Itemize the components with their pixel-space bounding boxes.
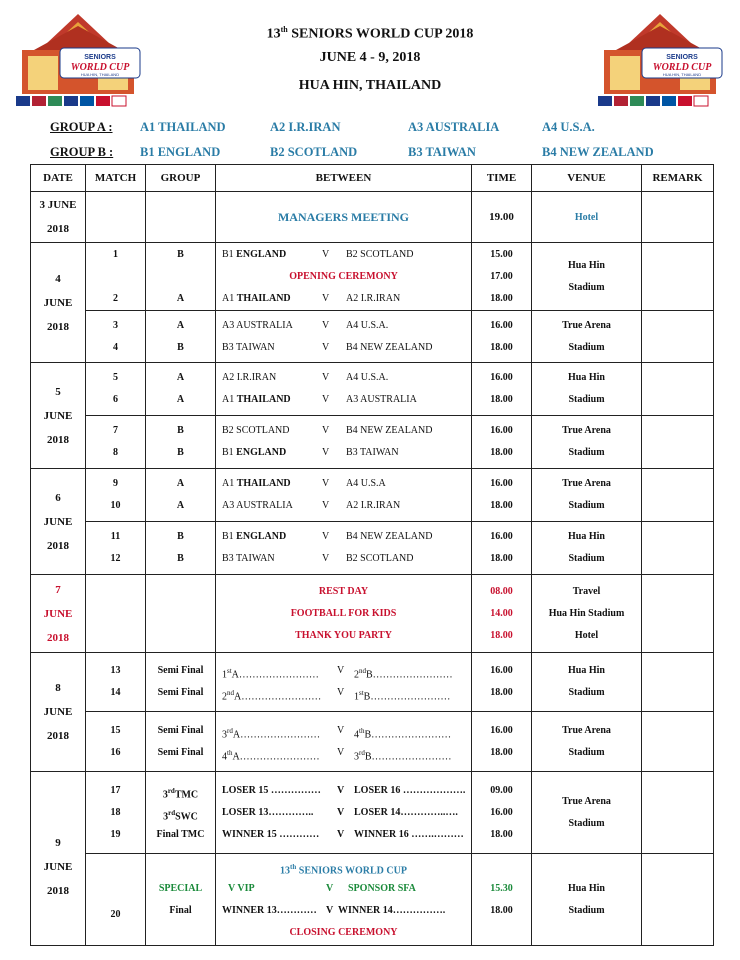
group-a-label: GROUP A : (50, 120, 113, 134)
venue-cell: True Arena Stadium (532, 416, 642, 469)
event-logo-right (596, 12, 724, 110)
col-header-match: MATCH (86, 165, 146, 192)
group-a-team: A4 U.S.A. (542, 120, 595, 134)
between-cell: 13th SENIORS WORLD CUP V VIP V SPONSOR SFA WINNER 13………… V WINNER 14……………. CLOSING CEREMONY (216, 854, 472, 946)
col-header-time: TIME (472, 165, 532, 192)
logo-title: WORLD CUP (70, 62, 130, 73)
venue-cell: Hua Hin Stadium (532, 854, 642, 946)
logo-brand: SENIORS (84, 54, 116, 61)
col-header-group: GROUP (146, 165, 216, 192)
match-cell: 13 14 (86, 653, 146, 712)
group-b-team: B1 ENGLAND (140, 145, 221, 159)
group-b-team: B4 NEW ZEALAND (542, 145, 654, 159)
table-row (31, 363, 714, 416)
remark-cell (642, 469, 714, 522)
time-cell: 15.30 18.00 (472, 854, 532, 946)
logo-title: WORLD CUP (652, 62, 712, 73)
table-row (31, 854, 714, 946)
between-cell: A3 AUSTRALIA V A4 U.S.A. B3 TAIWAN V B4 NEW ZEALAND (216, 311, 472, 363)
event-cell: REST DAY FOOTBALL FOR KIDS THANK YOU PARTY (216, 575, 472, 653)
between-cell: LOSER 15 …………… V LOSER 16 ………………. LOSER 13………….. V LOSER 14…………..…. WINNER 15 ………… V WINNER 16 …….……… (216, 772, 472, 854)
match-cell: 11 12 (86, 522, 146, 575)
match-cell: 1 2 (86, 243, 146, 311)
between-cell: B1 ENGLAND V B4 NEW ZEALAND B3 TAIWAN V B2 SCOTLAND (216, 522, 472, 575)
between-cell: A1 THAILAND V A4 U.S.A A3 AUSTRALIA V A2 I.R.IRAN (216, 469, 472, 522)
date-cell: 3 JUNE 2018 (31, 192, 86, 243)
table-row (31, 575, 714, 653)
group-cell: A B (146, 311, 216, 363)
time-cell: 15.00 17.00 18.00 (472, 243, 532, 311)
between-cell: A2 I.R.IRAN V A4 U.S.A. A1 THAILAND V A3 AUSTRALIA (216, 363, 472, 416)
group-cell: Semi Final Semi Final (146, 712, 216, 772)
time-cell: 16.00 18.00 (472, 363, 532, 416)
venue-cell: True Arena Stadium (532, 772, 642, 854)
event-title: 13th SENIORS WORLD CUP 2018 (266, 25, 474, 42)
schedule-table (30, 164, 714, 946)
closing-ceremony: CLOSING CEREMONY (289, 926, 398, 938)
venue-cell: True Arena Stadium (532, 712, 642, 772)
venue-cell: Hotel (532, 192, 642, 243)
page-header (170, 16, 570, 100)
match-cell: 17 18 19 (86, 772, 146, 854)
between-cell: 1stA…………………… V 2ndB…………………… 2ndA…………………… V 1stB…………………… (216, 653, 472, 712)
venue-cell: True Arena Stadium (532, 311, 642, 363)
col-header-date: DATE (31, 165, 86, 192)
remark-cell (642, 363, 714, 416)
remark-cell (642, 772, 714, 854)
group-b-label: GROUP B : (50, 145, 114, 159)
group-cell: A A (146, 469, 216, 522)
table-row (31, 653, 714, 712)
group-cell: Semi Final Semi Final (146, 653, 216, 712)
final-title: 13th SENIORS WORLD CUP (280, 862, 407, 876)
match-cell: 20 (86, 854, 146, 946)
between-cell: 3rdA…………………… V 4thB…………………… 4thA…………………… V 3rdB…………………… (216, 712, 472, 772)
time-cell: 16.00 18.00 (472, 522, 532, 575)
table-row (31, 311, 714, 363)
group-cell: A A (146, 363, 216, 416)
table-row (31, 416, 714, 469)
remark-cell (642, 712, 714, 772)
date-cell: 4 JUNE 2018 (31, 243, 86, 363)
group-cell: B A (146, 243, 216, 311)
col-header-venue: VENUE (532, 165, 642, 192)
time-cell: 19.00 (472, 192, 532, 243)
logo-brand: SENIORS (666, 54, 698, 61)
match-cell (86, 575, 146, 653)
remark-cell (642, 522, 714, 575)
group-a-team: A2 I.R.IRAN (270, 120, 341, 134)
logo-sub: HUA HIN, THAILAND (662, 72, 702, 77)
group-cell: SPECIAL Final (146, 854, 216, 946)
time-cell: 16.00 18.00 (472, 416, 532, 469)
table-header-row (31, 165, 714, 192)
date-cell: 9 JUNE 2018 (31, 772, 86, 946)
date-cell: 6 JUNE 2018 (31, 469, 86, 575)
match-cell: 7 8 (86, 416, 146, 469)
date-cell: 8 JUNE 2018 (31, 653, 86, 772)
match-cell: 9 10 (86, 469, 146, 522)
opening-ceremony: OPENING CEREMONY (289, 270, 398, 282)
group-cell (146, 192, 216, 243)
venue-cell: True Arena Stadium (532, 469, 642, 522)
group-a-team: A1 THAILAND (140, 120, 226, 134)
event-location: HUA HIN, THAILAND (298, 78, 442, 93)
group-b-team: B3 TAIWAN (408, 145, 476, 159)
col-header-remark: REMARK (642, 165, 714, 192)
table-row (31, 243, 714, 311)
col-header-between: BETWEEN (216, 165, 472, 192)
time-cell: 16.00 18.00 (472, 469, 532, 522)
match-cell: 3 4 (86, 311, 146, 363)
event-dates: JUNE 4 - 9, 2018 (319, 50, 421, 65)
time-cell: 16.00 18.00 (472, 653, 532, 712)
remark-cell (642, 653, 714, 712)
venue-cell: Hua Hin Stadium (532, 522, 642, 575)
date-cell: 5 JUNE 2018 (31, 363, 86, 469)
group-a-team: A3 AUSTRALIA (408, 120, 500, 134)
venue-cell: Hua Hin Stadium (532, 653, 642, 712)
remark-cell (642, 854, 714, 946)
group-b-team: B2 SCOTLAND (270, 145, 358, 159)
event-logo-left (14, 12, 142, 110)
remark-cell (642, 243, 714, 311)
table-row (31, 192, 714, 243)
remark-cell (642, 311, 714, 363)
group-cell: B B (146, 416, 216, 469)
match-cell: 15 16 (86, 712, 146, 772)
group-cell (146, 575, 216, 653)
match-cell (86, 192, 146, 243)
venue-cell: Hua Hin Stadium (532, 243, 642, 311)
table-row (31, 772, 714, 854)
between-cell: B2 SCOTLAND V B4 NEW ZEALAND B1 ENGLAND V B3 TAIWAN (216, 416, 472, 469)
groups-legend (50, 120, 730, 170)
event-cell: MANAGERS MEETING (216, 192, 472, 243)
table-row (31, 712, 714, 772)
venue-cell: Travel Hua Hin Stadium Hotel (532, 575, 642, 653)
group-cell: B B (146, 522, 216, 575)
date-cell: 7 JUNE 2018 (31, 575, 86, 653)
venue-cell: Hua Hin Stadium (532, 363, 642, 416)
match-cell: 5 6 (86, 363, 146, 416)
time-cell: 16.00 18.00 (472, 712, 532, 772)
table-row (31, 469, 714, 522)
time-cell: 09.00 16.00 18.00 (472, 772, 532, 854)
time-cell: 08.00 14.00 18.00 (472, 575, 532, 653)
between-cell: B1 ENGLAND V B2 SCOTLAND OPENING CEREMONY A1 THAILAND V A2 I.R.IRAN (216, 243, 472, 311)
table-row (31, 522, 714, 575)
remark-cell (642, 192, 714, 243)
time-cell: 16.00 18.00 (472, 311, 532, 363)
remark-cell (642, 416, 714, 469)
remark-cell (642, 575, 714, 653)
group-a-row (50, 120, 730, 145)
logo-sub: HUA HIN, THAILAND (80, 72, 120, 77)
group-cell: 3rdTMC 3rdSWC Final TMC (146, 772, 216, 854)
